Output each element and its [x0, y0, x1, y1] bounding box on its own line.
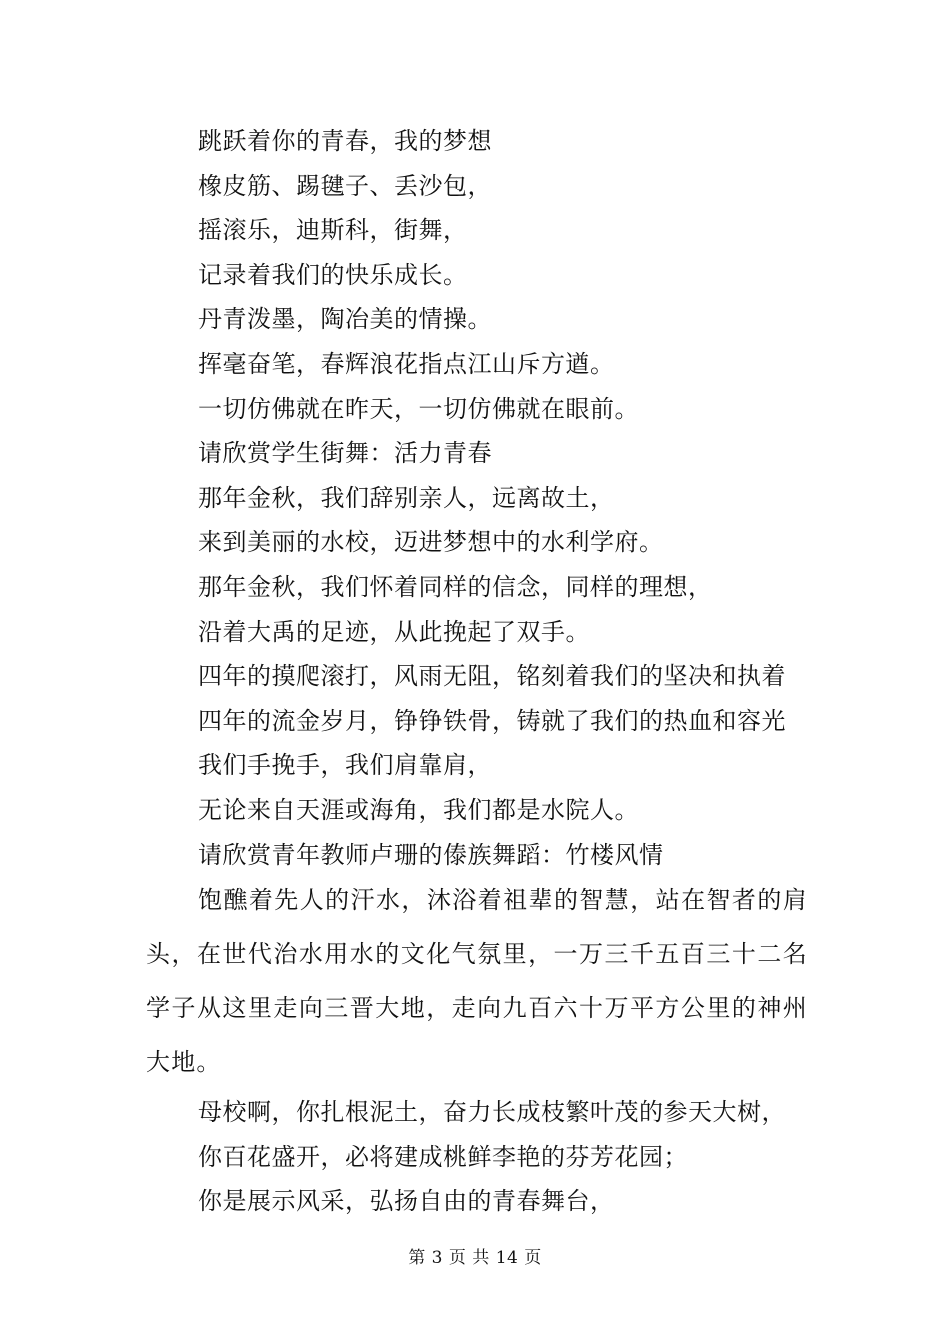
text-line: 一切仿佛就在昨天，一切仿佛就在眼前。 — [198, 394, 639, 423]
text-line: 记录着我们的快乐成长。 — [198, 260, 468, 289]
text-line: 我们手挽手，我们肩靠肩， — [198, 751, 492, 780]
text-line: 你是展示风采，弘扬自由的青春舞台， — [198, 1187, 615, 1216]
text-paragraph: 饱醮着先人的汗水，沐浴着祖辈的智慧，站在智者的肩头，在世代治水用水的文化气氛里，一万三千五百三十二名学子从这里走向三晋大地，走向九百六十万平方公里的神州大地。 — [146, 886, 808, 1077]
text-line: 橡皮筋、踢毽子、丢沙包， — [198, 171, 492, 200]
text-line: 母校啊，你扎根泥土，奋力长成枝繁叶茂的参天大树， — [198, 1098, 786, 1127]
document-body — [146, 119, 808, 1224]
text-line: 跳跃着你的青春，我的梦想 — [198, 127, 492, 155]
text-line: 沿着大禹的足迹，从此挽起了双手。 — [198, 617, 590, 646]
text-line: 挥毫奋笔，春辉浪花指点江山斥方遒。 — [198, 349, 615, 378]
text-line: 你百花盛开，必将建成桃鲜李艳的芬芳花园； — [198, 1142, 688, 1171]
text-line: 请欣赏学生街舞：活力青春 — [198, 439, 492, 468]
text-line: 那年金秋，我们怀着同样的信念，同样的理想， — [198, 572, 713, 601]
page-number-footer: 第 3 页 共 14 页 — [408, 1248, 542, 1268]
text-line: 摇滚乐，迪斯科，街舞， — [198, 216, 468, 245]
text-line: 四年的流金岁月，铮铮铁骨，铸就了我们的热血和容光 — [198, 706, 786, 735]
text-line: 那年金秋，我们辞别亲人，远离故土， — [198, 483, 615, 512]
text-line: 丹青泼墨，陶冶美的情操。 — [198, 305, 492, 334]
text-line: 请欣赏青年教师卢珊的傣族舞蹈：竹楼风情 — [198, 840, 664, 869]
text-line: 四年的摸爬滚打，风雨无阻，铭刻着我们的坚决和执着 — [198, 662, 786, 691]
text-line: 无论来自天涯或海角，我们都是水院人。 — [198, 795, 639, 824]
text-line: 来到美丽的水校，迈进梦想中的水利学府。 — [198, 528, 664, 557]
